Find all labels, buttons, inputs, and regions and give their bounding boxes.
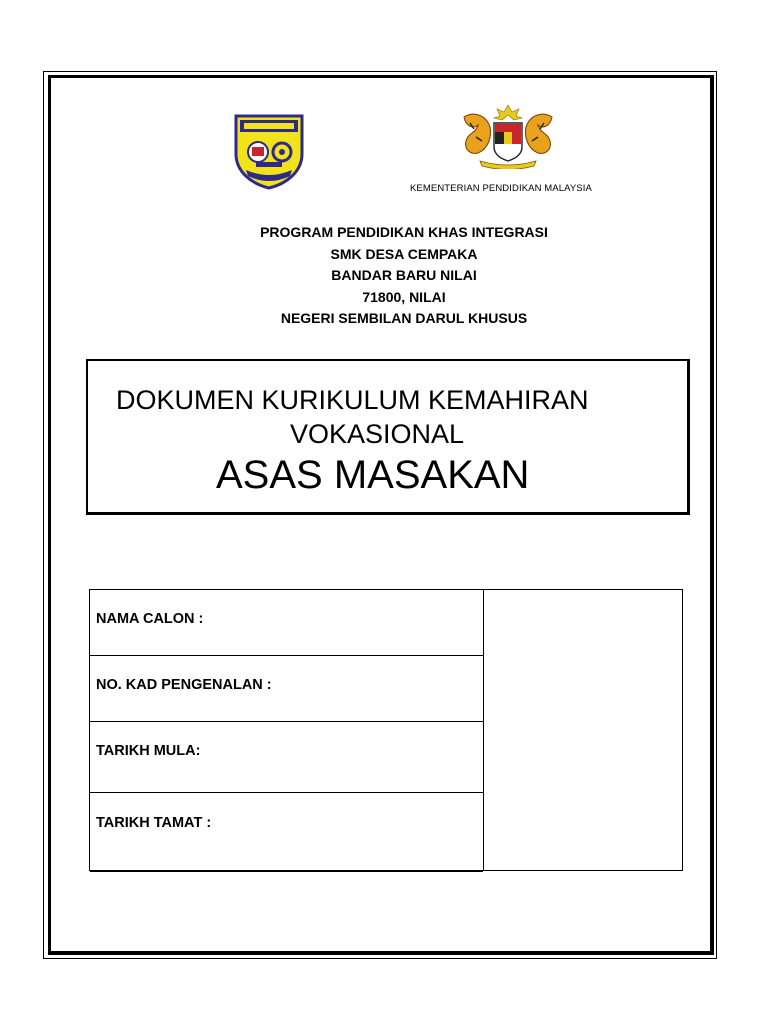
school-crest-logo — [232, 110, 306, 190]
candidate-name-label: NAMA CALON : — [96, 611, 204, 627]
document-title-line2: VOKASIONAL — [290, 419, 465, 449]
school-name: SMK DESA CEMPAKA — [330, 245, 478, 262]
subject-title: ASAS MASAKAN — [216, 453, 530, 497]
institution-address — [200, 222, 608, 330]
table-row — [90, 722, 483, 793]
photo-placeholder — [484, 590, 683, 870]
program-name: PROGRAM PENDIDIKAN KHAS INTEGRASI — [260, 224, 548, 240]
table-row — [90, 590, 483, 656]
town-name: BANDAR BARU NILAI — [331, 267, 477, 283]
document-title-line1: DOKUMEN KURIKULUM KEMAHIRAN — [116, 385, 589, 415]
postcode-city: 71800, NILAI — [362, 288, 446, 305]
ministry-coat-of-arms-logo — [456, 103, 560, 169]
id-card-number-label: NO. KAD PENGENALAN : — [96, 677, 272, 693]
table-row — [90, 656, 483, 722]
end-date-label: TARIKH TAMAT : — [96, 815, 212, 831]
start-date-label: TARIKH MULA: — [96, 743, 201, 759]
table-row — [90, 793, 483, 872]
candidate-info-table — [89, 589, 683, 871]
document-title-box — [86, 359, 690, 515]
state-name: NEGERI SEMBILAN DARUL KHUSUS — [280, 310, 528, 326]
ministry-name: KEMENTERIAN PENDIDIKAN MALAYSIA — [410, 183, 592, 194]
